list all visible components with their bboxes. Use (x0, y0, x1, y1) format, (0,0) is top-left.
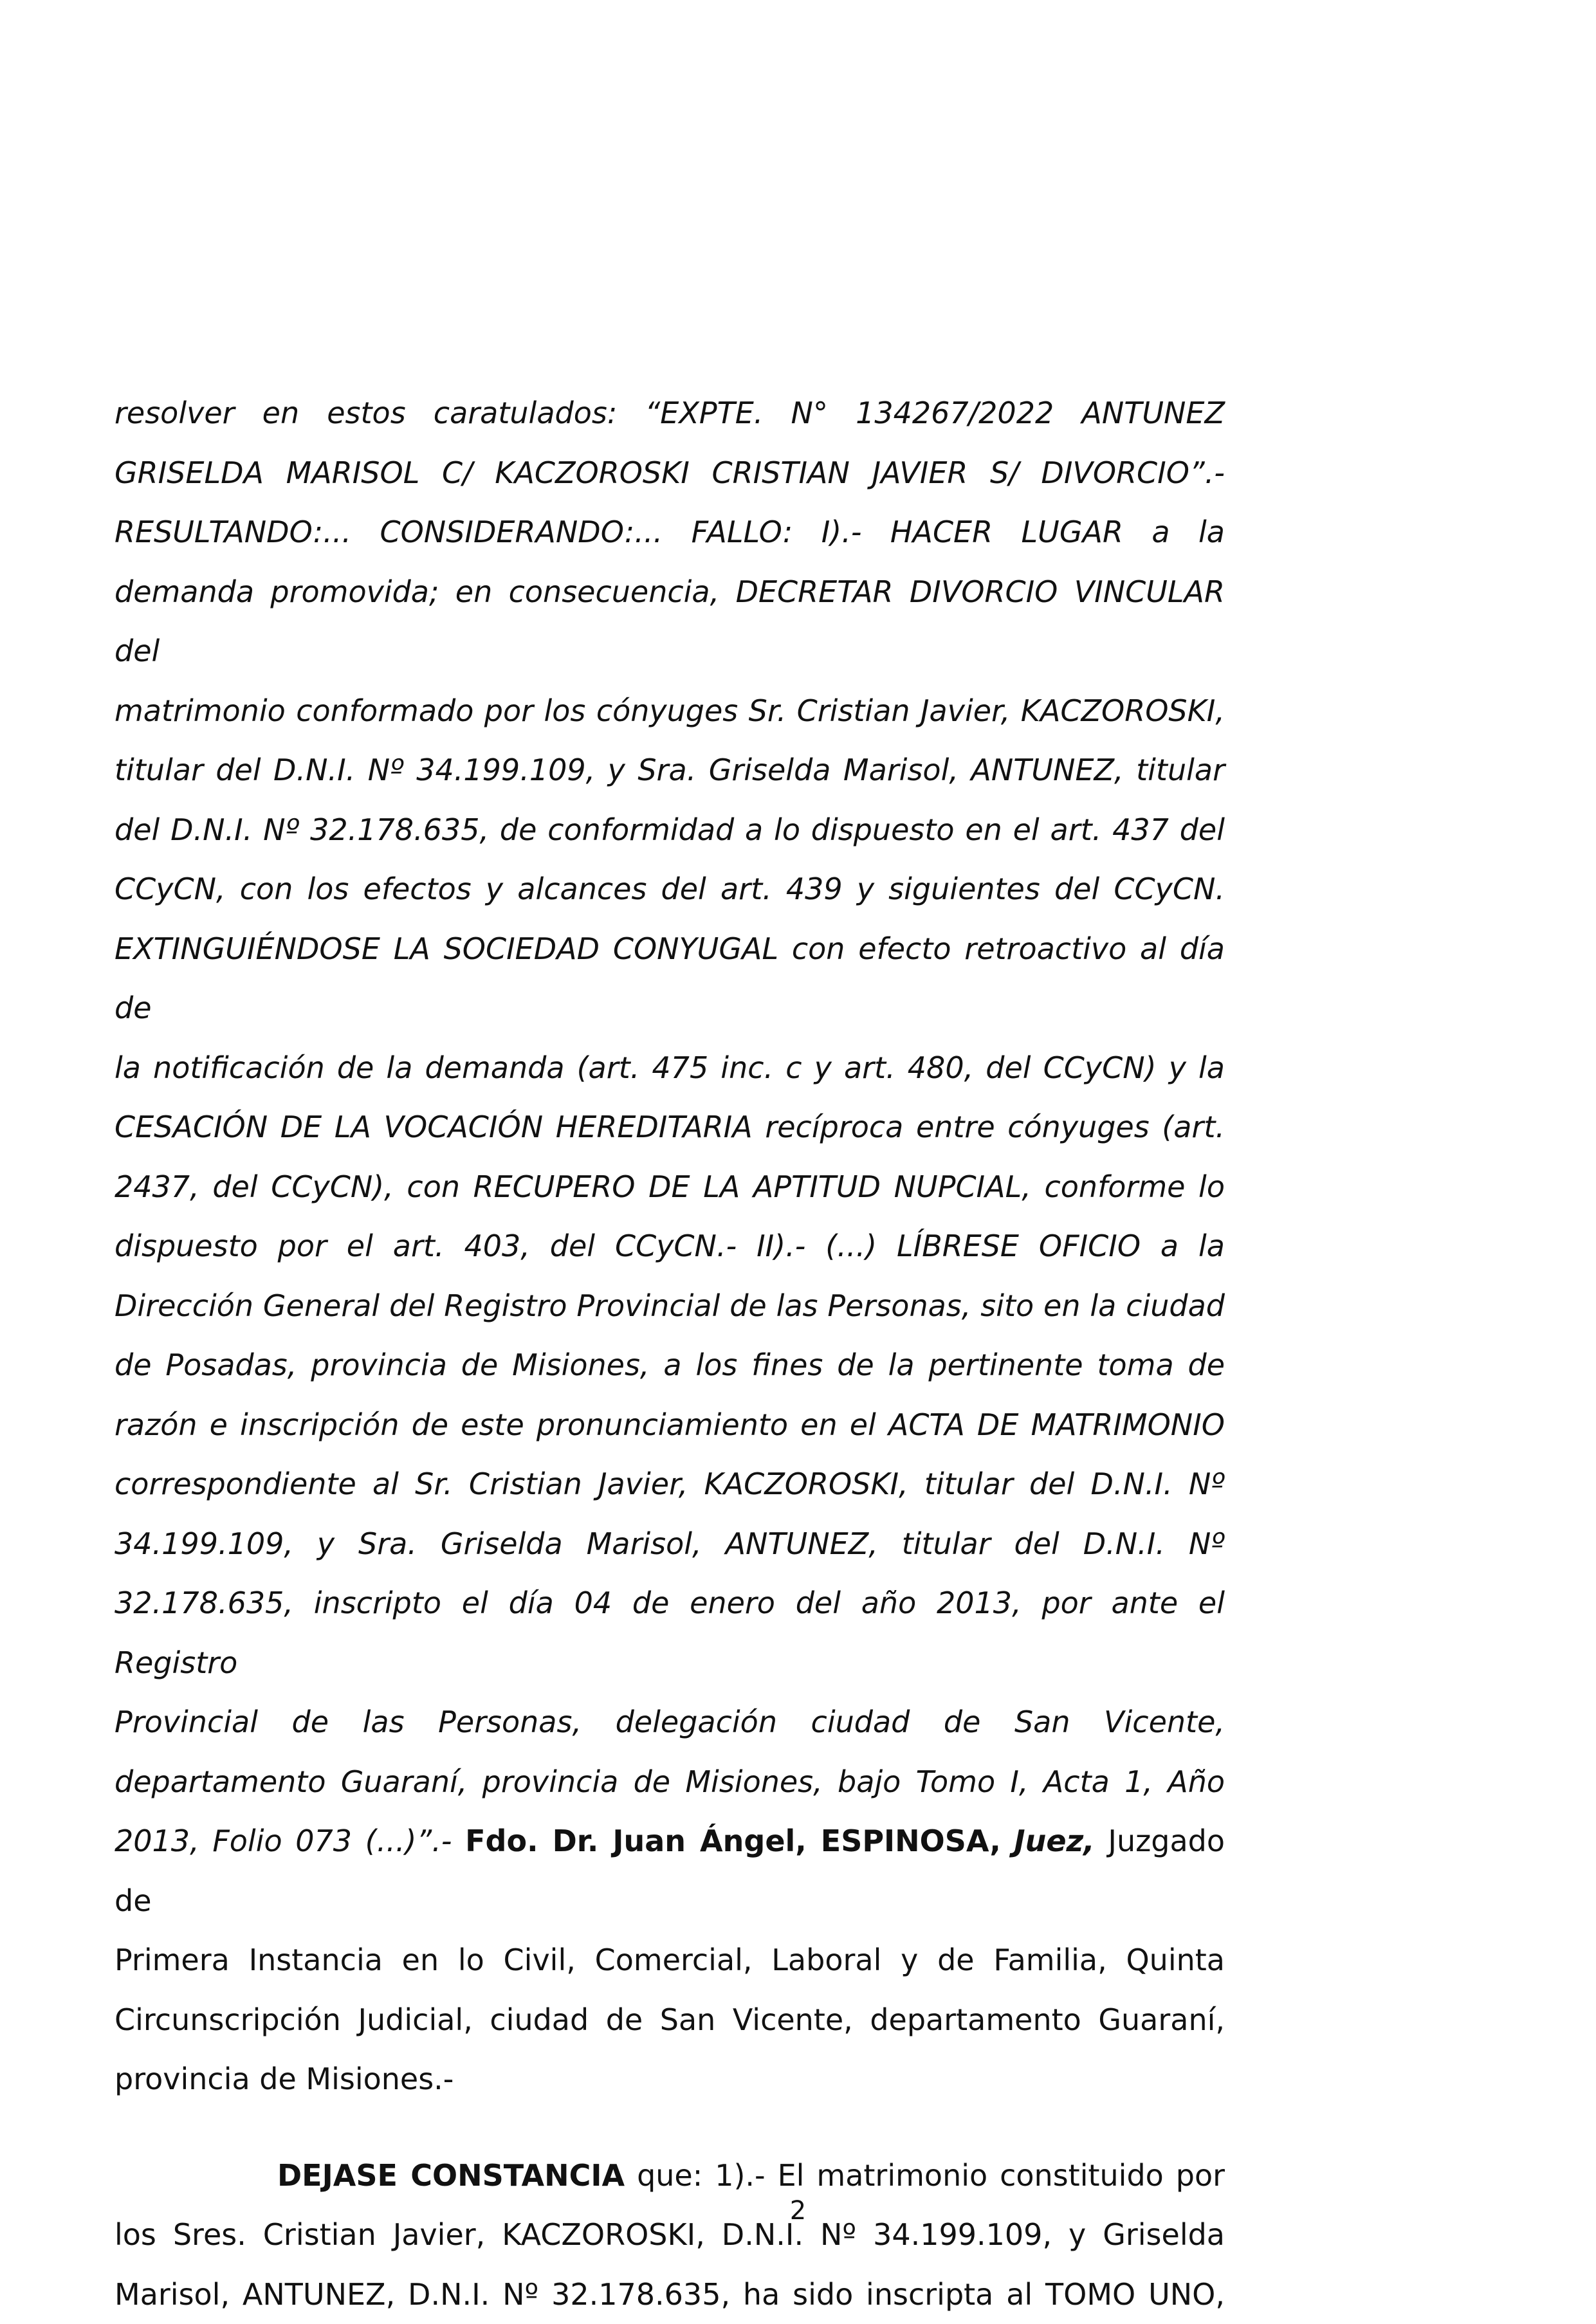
quote-line: del D.N.I. Nº 32.178.635, de conformidad a lo dispuesto en el art. 437 del (115, 800, 1225, 860)
quote-line: CESACIÓN DE LA VOCACIÓN HEREDITARIA recíproca entre cónyuges (art. (115, 1097, 1225, 1157)
court-start: Juzgado de (115, 1824, 1225, 1918)
constancia-text: que: 1).- El matrimonio constituido por (637, 2158, 1225, 2193)
quote-line: 2437, del CCyCN), con RECUPERO DE LA APTITUD NUPCIAL, conforme lo (115, 1157, 1225, 1217)
quote-line: Dirección General del Registro Provincial de las Personas, sito en la ciudad (115, 1276, 1225, 1336)
quote-line: RESULTANDO:... CONSIDERANDO:... FALLO: I).- HACER LUGAR a la (115, 502, 1225, 562)
court-last-line: provincia de Misiones.- (115, 2049, 1225, 2109)
court-line: Circunscripción Judicial, ciudad de San Vicente, departamento Guaraní, (115, 1990, 1225, 2050)
quote-line: titular del D.N.I. Nº 34.199.109, y Sra. Griselda Marisol, ANTUNEZ, titular (115, 740, 1225, 800)
paragraph-gap (115, 2109, 1225, 2146)
quote-line: CCyCN, con los efectos y alcances del art. 439 y siguientes del CCyCN. (115, 859, 1225, 919)
quote-line: demanda promovida; en consecuencia, DECRETAR DIVORCIO VINCULAR del (115, 562, 1225, 681)
quote-line: Provincial de las Personas, delegación ciudad de San Vicente, (115, 1692, 1225, 1752)
signer-role: Juez, (1014, 1824, 1094, 1858)
document-body (115, 383, 1225, 2324)
quote-line: 32.178.635, inscripto el día 04 de enero del año 2013, por ante el Registro (115, 1573, 1225, 1692)
quote-line: razón e inscripción de este pronunciamiento en el ACTA DE MATRIMONIO (115, 1395, 1225, 1455)
constancia-heading: DEJASE CONSTANCIA (277, 2158, 625, 2193)
quote-line: resolver en estos caratulados: “EXPTE. N° 134267/2022 ANTUNEZ (115, 383, 1225, 443)
quote-line: departamento Guaraní, provincia de Misiones, bajo Tomo I, Acta 1, Año (115, 1752, 1225, 1812)
quote-line: matrimonio conformado por los cónyuges Sr. Cristian Javier, KACZOROSKI, (115, 681, 1225, 741)
quote-line: dispuesto por el art. 403, del CCyCN.- II).- (...) LÍBRESE OFICIO a la (115, 1216, 1225, 1276)
signature-line (115, 1811, 1225, 1930)
page-number: 2 (0, 2195, 1596, 2227)
court-line: Primera Instancia en lo Civil, Comercial, Laboral y de Familia, Quinta (115, 1930, 1225, 1990)
quoted-sentence (115, 383, 1225, 1811)
constancia-line-2: los Sres. Cristian Javier, KACZOROSKI, D.N.I. Nº 34.199.109, y Griselda (115, 2205, 1225, 2265)
quote-line: correspondiente al Sr. Cristian Javier, KACZOROSKI, titular del D.N.I. Nº (115, 1454, 1225, 1514)
constancia-line-3: Marisol, ANTUNEZ, D.N.I. Nº 32.178.635, ha sido inscripta al TOMO UNO, (115, 2265, 1225, 2324)
quote-line: la notificación de la demanda (art. 475 inc. c y art. 480, del CCyCN) y la (115, 1038, 1225, 1098)
quote-line: EXTINGUIÉNDOSE LA SOCIEDAD CONYUGAL con efecto retroactivo al día de (115, 919, 1225, 1038)
signer-name: Fdo. Dr. Juan Ángel, ESPINOSA, (465, 1824, 1001, 1858)
quote-ending: 2013, Folio 073 (...)”.- (115, 1824, 452, 1858)
quote-line: 34.199.109, y Sra. Griselda Marisol, ANTUNEZ, titular del D.N.I. Nº (115, 1514, 1225, 1574)
quote-line: GRISELDA MARISOL C/ KACZOROSKI CRISTIAN JAVIER S/ DIVORCIO”.- (115, 443, 1225, 503)
quote-line: de Posadas, provincia de Misiones, a los fines de la pertinente toma de (115, 1335, 1225, 1395)
